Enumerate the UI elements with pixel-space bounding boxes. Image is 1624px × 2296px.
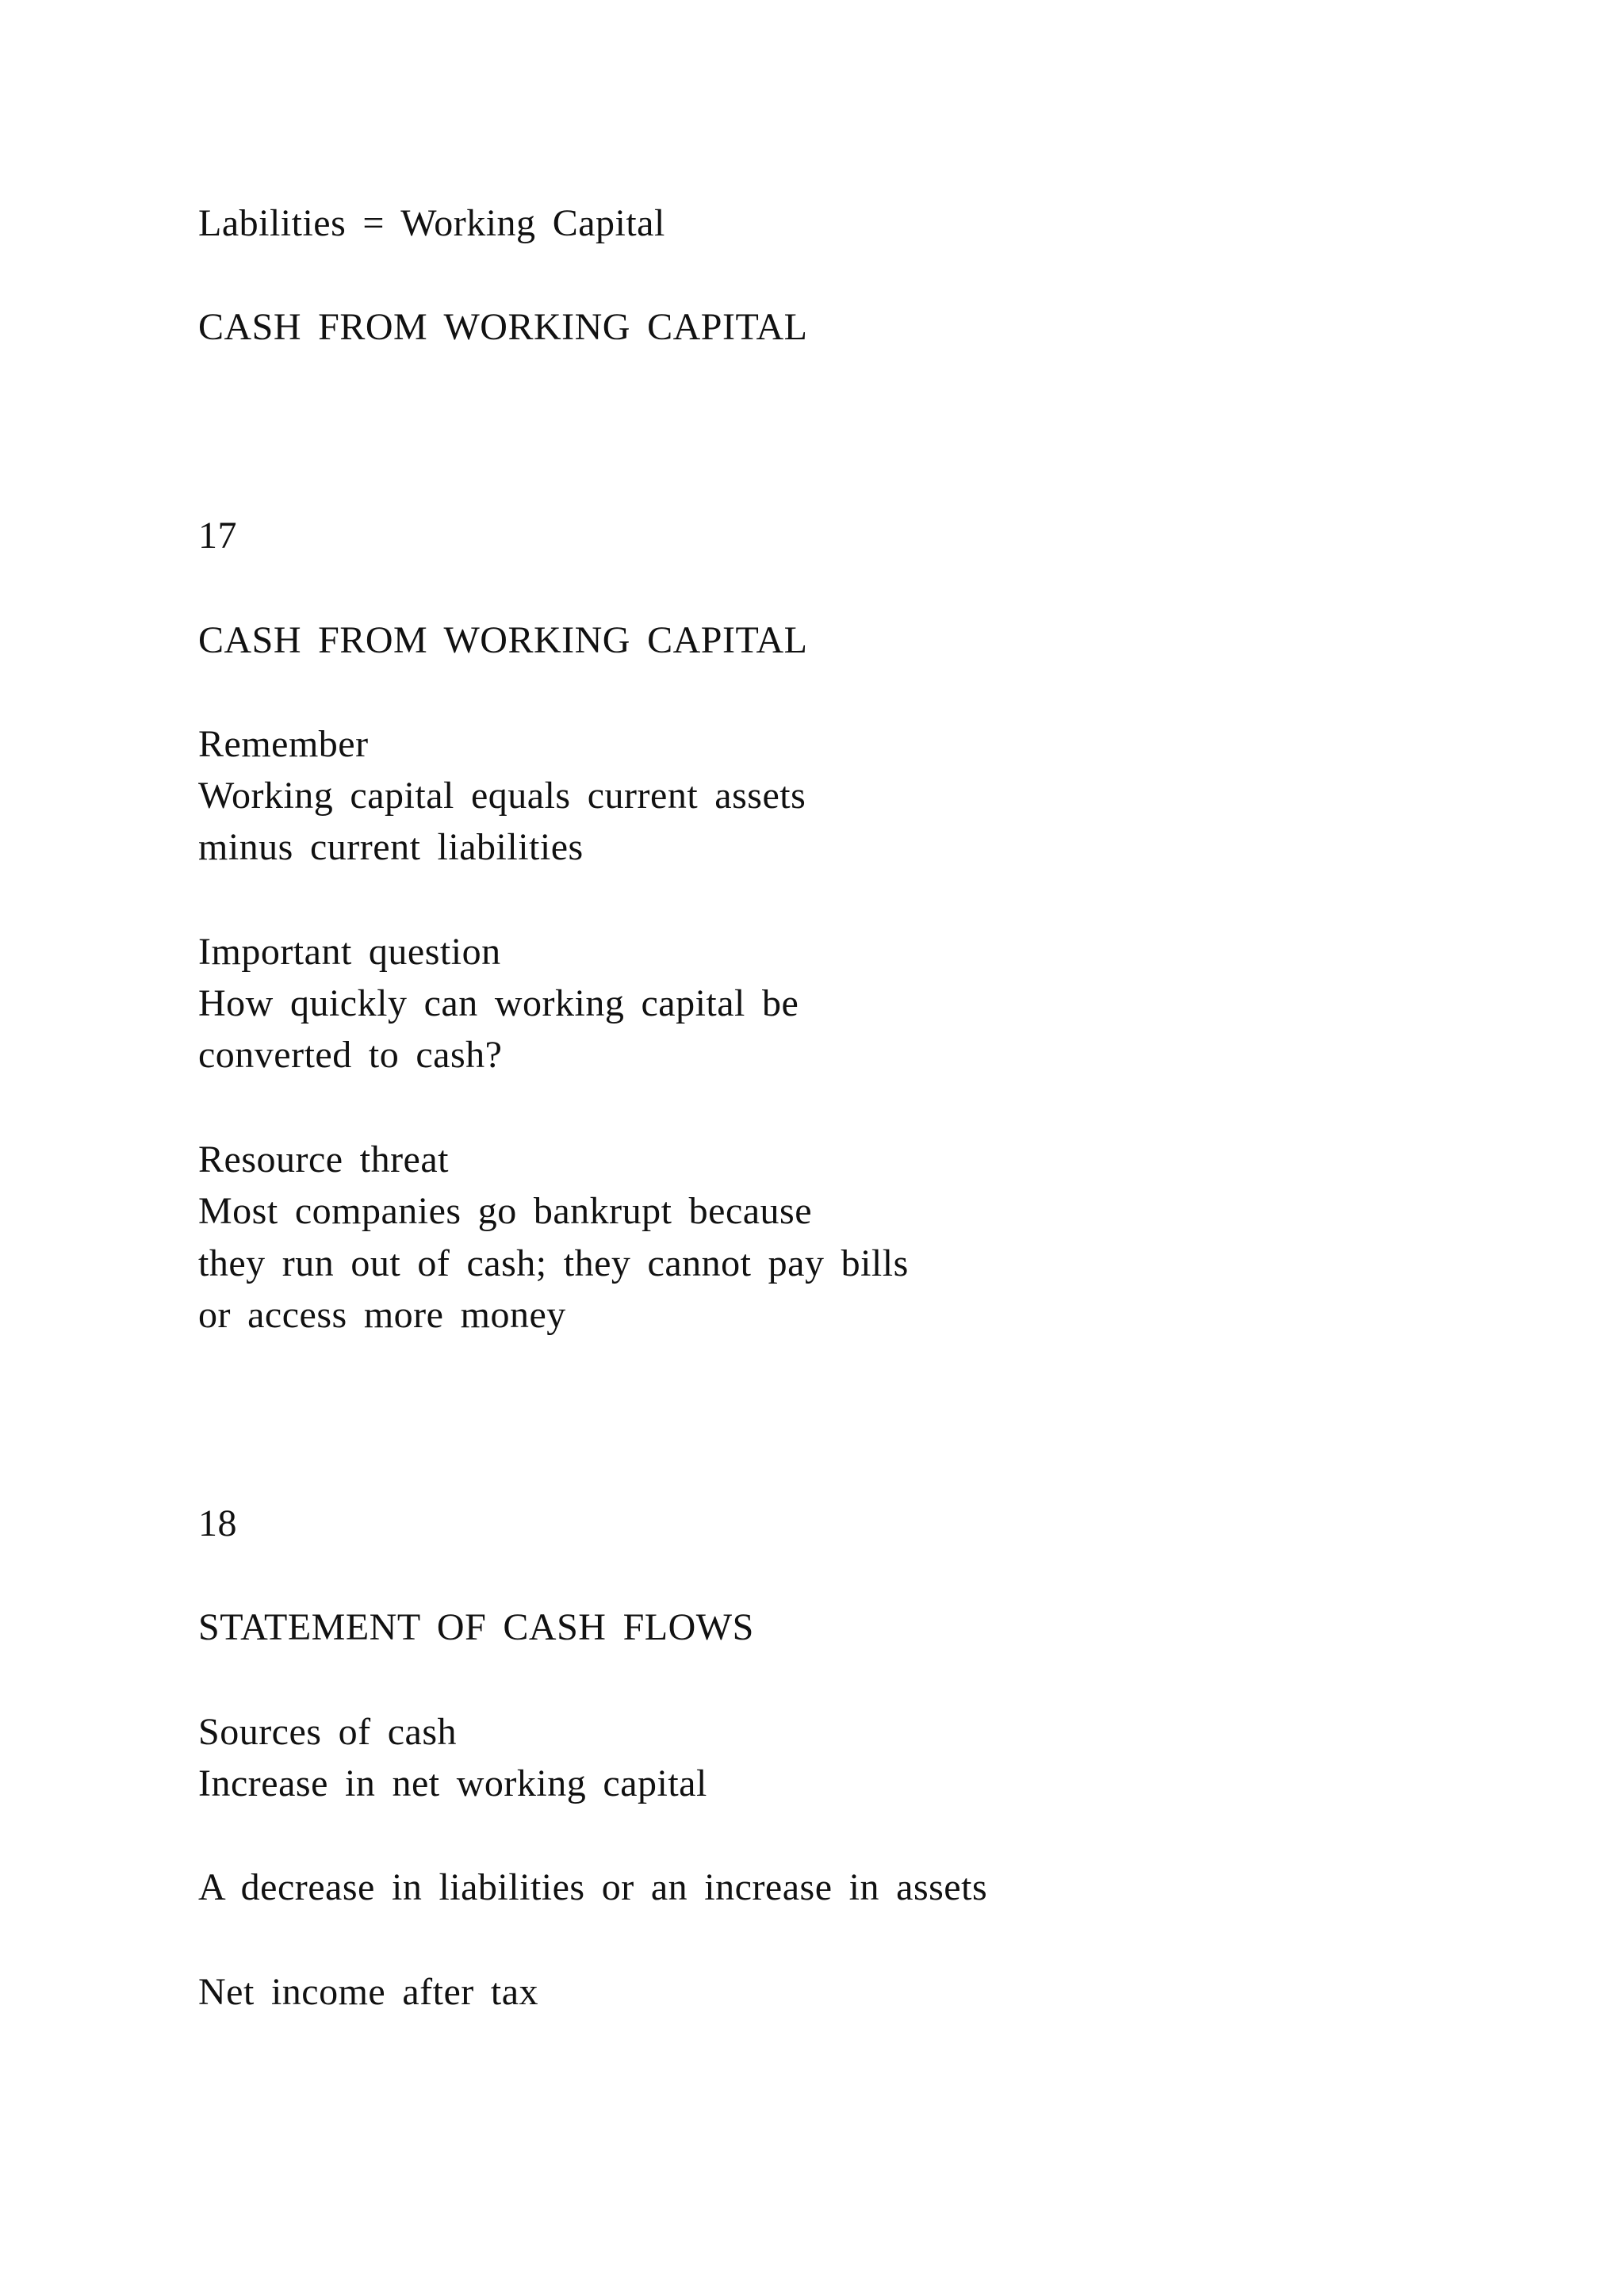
body-text: Increase in net working capital (198, 1762, 707, 1804)
body-text: Most companies go bankrupt because (198, 1190, 813, 1232)
body-text: converted to cash? (198, 1034, 503, 1076)
subheading: Remember (198, 723, 369, 765)
body-text: How quickly can working capital be (198, 982, 799, 1024)
body-text: A decrease in liabilities or an increase in assets (198, 1866, 988, 1908)
subheading: Resource threat (198, 1138, 449, 1181)
subheading: Sources of cash (198, 1711, 458, 1753)
body-text: they run out of cash; they cannot pay bills (198, 1242, 909, 1284)
section-heading: CASH FROM WORKING CAPITAL (198, 306, 808, 348)
subheading: Important question (198, 931, 501, 973)
body-text: Working capital equals current assets (198, 775, 806, 817)
slide-number: 17 (198, 515, 237, 557)
section-heading: STATEMENT OF CASH FLOWS (198, 1606, 754, 1648)
body-text: or access more money (198, 1294, 566, 1336)
body-text: minus current liabilities (198, 826, 584, 868)
section-heading: CASH FROM WORKING CAPITAL (198, 619, 808, 661)
body-text: Net income after tax (198, 1971, 539, 2013)
slide-number: 18 (198, 1502, 237, 1544)
formula-line: Labilities = Working Capital (198, 202, 665, 244)
